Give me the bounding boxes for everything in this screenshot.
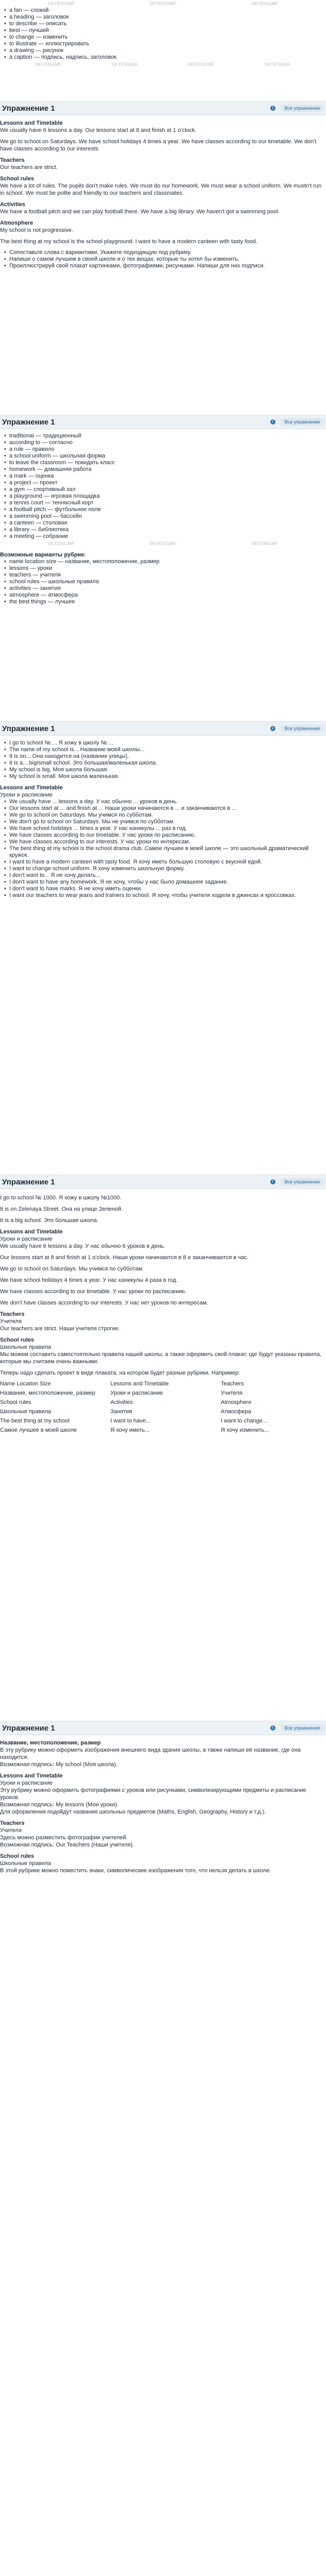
section-school-description xyxy=(0,120,326,269)
list-item: • The name of my school is... Название моей школы... xyxy=(4,747,326,753)
paragraph: We have school holidays 4 times a year. У нас каникулы 4 раза в год. xyxy=(0,1277,178,1283)
list-item: • a rule — правило xyxy=(4,446,326,453)
section-heading: Lessons and Timetable xyxy=(0,1773,63,1779)
list-item: • to change — изменить xyxy=(4,34,326,41)
section-subheading: Школьные правила xyxy=(0,1860,51,1867)
list-item: • homework — домашняя работа xyxy=(4,466,326,473)
list-item: • We go to school on Saturdays. Мы учимся по субботам. xyxy=(4,812,326,819)
section-subheading: Уроки и расписание xyxy=(0,1780,53,1786)
section-heading: Lessons and Timetable xyxy=(0,785,63,791)
all-exercises-button[interactable] xyxy=(281,1724,324,1732)
list-item: • teachers — учителя xyxy=(4,572,326,579)
list-item: • a school uniform — школьная форма xyxy=(4,453,326,460)
section-heading: Название, местоположение, размер xyxy=(0,1740,101,1746)
list-item: • The best thing at my school is the school drama club. Самое лучшее в моей школе — это школьный драматический кружок. xyxy=(4,845,326,859)
list-item: • name location size — название, местоположение, размер xyxy=(4,558,326,565)
list-item: • Our lessons start at ... and finish at ... Наши уроки начинаются в ... и заканчиваются в ... xyxy=(4,805,326,812)
paragraph: I go to school № 1000. Я хожу в школу №1000. xyxy=(0,1195,122,1201)
list-item: • It is a... big/small school. Это большая/маленькая школа. xyxy=(4,760,326,767)
section-subheading: Уроки и расписание xyxy=(0,792,53,798)
list-item: • to leave the classroom — покидать класс xyxy=(4,460,326,466)
section-heading: Activities xyxy=(0,201,25,208)
paragraph: В эту рубрику можно оформить изображения внешнего вида здания школы, а также напиши её название, где она находится. xyxy=(0,1747,301,1760)
list-item: • a project — проект xyxy=(4,480,326,486)
all-exercises-label: Все упражнения xyxy=(284,1179,320,1184)
list-item: • a drawing — рисунок xyxy=(4,47,326,54)
exercise-title: Упражнение 1 xyxy=(2,1723,55,1733)
section-heading: Teachers xyxy=(0,157,25,163)
watermark: SKYENGMF xyxy=(251,1,279,6)
phrase-list xyxy=(0,740,326,780)
list-item: • school rules — школьные правила xyxy=(4,579,326,585)
rubric-cell: Уроки и расписание xyxy=(110,1390,163,1396)
watermark: SKYENGMF xyxy=(35,62,62,67)
intro-block xyxy=(0,1194,326,1224)
list-item: • traditional — традиционный xyxy=(4,433,326,439)
list-item: • according to — согласно xyxy=(4,439,326,446)
lines-block xyxy=(0,1243,326,1307)
list-item: • lessons — уроки xyxy=(4,565,326,572)
list-item: • the best things — лучшее xyxy=(4,599,326,605)
paragraph: We have classes according to our timetable. У нас уроки по расписанию. xyxy=(0,1289,187,1295)
section-rubric-guide xyxy=(0,1739,326,1878)
watermark: SKYENGMF xyxy=(111,62,139,67)
paragraph: We have a lot of rules. The pupils don't make rules. We must do our homework. We must wear a school uniform. We mustn't run in school. We must be polite and friendly to our teachers and classmates. xyxy=(0,183,322,196)
exercise-header xyxy=(0,1175,326,1189)
section-heading: Lessons and Timetable xyxy=(0,1229,63,1235)
counter-icon: 1 xyxy=(270,1179,275,1184)
list-item: • a fan — спокой xyxy=(4,7,326,14)
list-item: • a swimming pool — бассейн xyxy=(4,513,326,520)
all-exercises-label: Все упражнения xyxy=(284,726,320,731)
counter-icon: 1 xyxy=(270,419,275,425)
section-heading: Teachers xyxy=(0,1820,25,1826)
list-item: • activities — занятия xyxy=(4,585,326,592)
list-item: • We have classes according to our timetable. У нас уроки по расписанию. xyxy=(4,832,326,839)
section-subheading: Учителя xyxy=(0,1318,22,1325)
paragraph: We have a football pitch and we can play football there. We have a big library. We haven't got a swimming pool. xyxy=(0,209,280,215)
paragraph: В этой рубрике можно поместить знаки, символические изображения того, что нельзя делать в школе. xyxy=(0,1868,271,1874)
list-item: • a heading — заголовок xyxy=(4,14,326,21)
rubric-cell: Занятия xyxy=(110,1409,132,1415)
list-item: • to describe — описать xyxy=(4,21,326,27)
counter-icon: 1 xyxy=(270,106,275,111)
paragraph: It is on Zelenaya Street. Она на улице Зеленой. xyxy=(0,1206,123,1212)
rubric-cell: Я хочу иметь... xyxy=(110,1427,150,1433)
section-subheading: Учителя xyxy=(0,1827,22,1834)
section-vocabulary xyxy=(0,433,326,605)
all-exercises-label: Все упражнения xyxy=(284,419,320,425)
list-item: • a tennis court — теннисный корт xyxy=(4,500,326,506)
list-item: • I want our teachers to wear jeans and trainers to school. Я хочу, чтобы учителя ходили в джинсах и кроссовках. xyxy=(4,892,326,899)
rubric-cell: Teachers xyxy=(221,1381,244,1387)
rubric-cell: Учителя xyxy=(221,1390,242,1396)
list-item: • Сопоставьте слова с вариантами. Укажите подходящую под рубрику. xyxy=(4,249,326,256)
watermark: SKYENGMF xyxy=(47,1,75,6)
list-item: • a meeting — собрание xyxy=(4,533,326,540)
list-item: • I don't want to have any homework. Я не хочу, чтобы у нас было домашнее задание. xyxy=(4,879,326,886)
section-heading: Lessons and Timetable xyxy=(0,120,63,126)
list-item: • We have school holidays ... times a year. У нас каникулы ... раз в год. xyxy=(4,825,326,832)
watermark: SKYENGMF xyxy=(149,541,177,546)
exercise-header xyxy=(0,101,326,115)
task-text: Теперь надо сделать проект в виде плаката, на котором будет разные рубрики. Например: xyxy=(0,1370,240,1376)
section-heading: School rules xyxy=(0,1337,35,1343)
list-item: • a canteen — столовая xyxy=(4,520,326,527)
section-heading: School rules xyxy=(0,1853,35,1859)
exercise-title: Упражнение 1 xyxy=(2,104,55,113)
paragraph: Мы можем составить самостоятельно правила нашей школы, а также оформить свой плакат, где будут указаны правила, которые мы считаем очень важными. xyxy=(0,1351,322,1365)
task-list xyxy=(0,249,326,269)
list-item: • a gym — спортивный зал xyxy=(4,486,326,493)
list-item: • We usually have ... lessons a day. У нас обычно ... уроков в день. xyxy=(4,799,326,805)
counter-icon: 1 xyxy=(270,1725,275,1731)
watermark: SKYENGMF xyxy=(47,541,75,546)
paragraph: We usually have 6 lessons a day. У нас обычно 6 уроков в день. xyxy=(0,1243,166,1249)
paragraph: Для оформления подойдут названия школьных предметов (Maths, English, Geography, History и т.д.). xyxy=(0,1809,266,1815)
all-exercises-button[interactable] xyxy=(281,105,324,112)
exercise-header xyxy=(0,721,326,736)
section-heading: Atmosphere xyxy=(0,220,34,226)
paragraph: We usually have 6 lessons a day. Our lessons start at 8 and finish at 1 o'clock. xyxy=(0,127,197,133)
paragraph: Возможная подпись: My school (Моя школа). xyxy=(0,1761,118,1768)
vocab-list xyxy=(0,7,326,61)
phrase-list xyxy=(0,799,326,899)
list-item: • a playground — игровая площадка xyxy=(4,493,326,500)
paragraph: Our teachers are strict. Наши учителя строгие. xyxy=(0,1326,120,1332)
paragraph: We don't have classes according to our interests. У нас нет уроков по интересам. xyxy=(0,1300,208,1306)
list-item: • a football pitch — футбольное поле xyxy=(4,506,326,513)
rubric-cell: Школьные правила xyxy=(0,1409,51,1415)
list-item: • I want to change school uniform. Я хочу изменить школьную форму. xyxy=(4,866,326,872)
list-item: • My school is small. Моя школа маленькая. xyxy=(4,773,326,780)
paragraph: My school is not progressive. xyxy=(0,227,73,233)
paragraph: It is a big school. Это большая школа. xyxy=(0,1217,99,1224)
watermark: SKYENGMF xyxy=(187,62,215,67)
section-phrases xyxy=(0,740,326,899)
list-item: • I don't want to... Я не хочу делать... xyxy=(4,872,326,879)
section-subheading: Уроки и расписание xyxy=(0,1236,53,1242)
list-item: • atmosphere — атмосфера xyxy=(4,592,326,599)
rubric-cell: Lessons and Timetable xyxy=(110,1381,169,1387)
list-item: • It is on... Она находится на (название улицы). xyxy=(4,753,326,760)
list-item: • a caption — подпись, надпись, заголовок xyxy=(4,54,326,61)
section-heading: School rules xyxy=(0,176,35,182)
watermark: SKYENGMF xyxy=(251,541,279,546)
rubric-cell: Я хочу изменить... xyxy=(221,1427,269,1433)
all-exercises-button[interactable] xyxy=(281,725,324,732)
rubric-cell: Activities xyxy=(110,1399,133,1405)
section-subheading: Школьные правила xyxy=(0,1344,51,1350)
counter-icon: 1 xyxy=(270,726,275,731)
rubric-cell: I want to change... xyxy=(221,1418,267,1424)
section-heading: Teachers xyxy=(0,1311,25,1317)
list-item: • a library — библиотека xyxy=(4,527,326,533)
list-item: • We don't go to school on Saturdays. Мы не учимся по субботам. xyxy=(4,819,326,825)
list-item: • I don't want to have marks. Я не хочу иметь оценки. xyxy=(4,886,326,892)
variants-heading: Возможные варианты рубрик: xyxy=(0,552,86,558)
section-example xyxy=(0,1194,326,1433)
rubric-cell: Атмосфера xyxy=(221,1409,251,1415)
paragraph: The best thing at my school is the school playground. I want to have a modern canteen with tasty food. xyxy=(0,239,257,245)
list-item: • best — лучший xyxy=(4,27,326,34)
paragraph: We go to school on Saturdays. We have school holidays 4 times a year. We have classes according to our timetable. We don't have classes according to our interests. xyxy=(0,139,317,152)
paragraph: Здесь можно разместить фотографии учителей. xyxy=(0,1835,128,1841)
list-item: • to illustrate — иллюстрировать xyxy=(4,41,326,47)
paragraph: Эту рубрику можно оформить фотографиями с уроков или рисунками, символизирующими предметы и расписание уроков. xyxy=(0,1787,306,1801)
paragraph: Our teachers are strict. xyxy=(0,164,58,171)
list-item: • Проиллюстрируй свой плакат картинками, фотографиями, рисунками. Напиши для них подписи. xyxy=(4,263,326,269)
all-exercises-label: Все упражнения xyxy=(284,1725,320,1731)
exercise-title: Упражнение 1 xyxy=(2,1177,55,1187)
rubric-cell: School rules xyxy=(0,1399,31,1405)
rubric-cell: Name Location Size xyxy=(0,1381,51,1387)
rubric-cell: Самое лучшее в моей школе xyxy=(0,1427,77,1433)
paragraph: We go to school on Saturdays. Мы учимся по субботам. xyxy=(0,1266,144,1272)
rubric-cell: The best thing at my school xyxy=(0,1418,70,1424)
all-exercises-button[interactable] xyxy=(281,1178,324,1185)
exercise-title: Упражнение 1 xyxy=(2,724,55,733)
watermark: SKYENGMF xyxy=(149,1,177,6)
top-vocab xyxy=(0,0,326,68)
list-item: • Напиши о самом лучшем в своей школе и о тех вещах, которые ты хотел бы изменить. xyxy=(4,256,326,263)
list-item: • My school is big. Моя школа большая. xyxy=(4,767,326,773)
list-item: • a mark — оценка xyxy=(4,473,326,480)
rubric-grid xyxy=(0,1381,326,1433)
variants-list xyxy=(0,558,326,605)
paragraph: Our lessons start at 8 and finish at 1 o'clock. Наши уроки начинаются в 8 и заканчиваются в час. xyxy=(0,1255,249,1261)
all-exercises-label: Все упражнения xyxy=(284,106,320,111)
exercise-header xyxy=(0,415,326,429)
rubric-cell: Название, местоположение, размер xyxy=(0,1390,95,1396)
watermark: SKYENGMF xyxy=(264,62,291,67)
list-item: • We have classes according to our interests. У нас уроки по интересам. xyxy=(4,839,326,845)
exercise-header xyxy=(0,1721,326,1735)
rubric-cell: I want to have... xyxy=(110,1418,151,1424)
list-item: • I want to have a modern canteen with tasty food. Я хочу иметь большую столовую с вкусной едой. xyxy=(4,859,326,866)
paragraph: Возможная подпись: Our Teachers (Наши учителя). xyxy=(0,1842,134,1848)
exercise-title: Упражнение 1 xyxy=(2,417,55,427)
vocab-list xyxy=(0,433,326,540)
all-exercises-button[interactable] xyxy=(281,418,324,426)
rubric-cell: Atmosphere xyxy=(221,1399,252,1405)
paragraph: Возможная подпись: My lessons (Мои уроки). xyxy=(0,1802,119,1808)
list-item: • I go to school № ... Я хожу в школу № ... xyxy=(4,740,326,747)
